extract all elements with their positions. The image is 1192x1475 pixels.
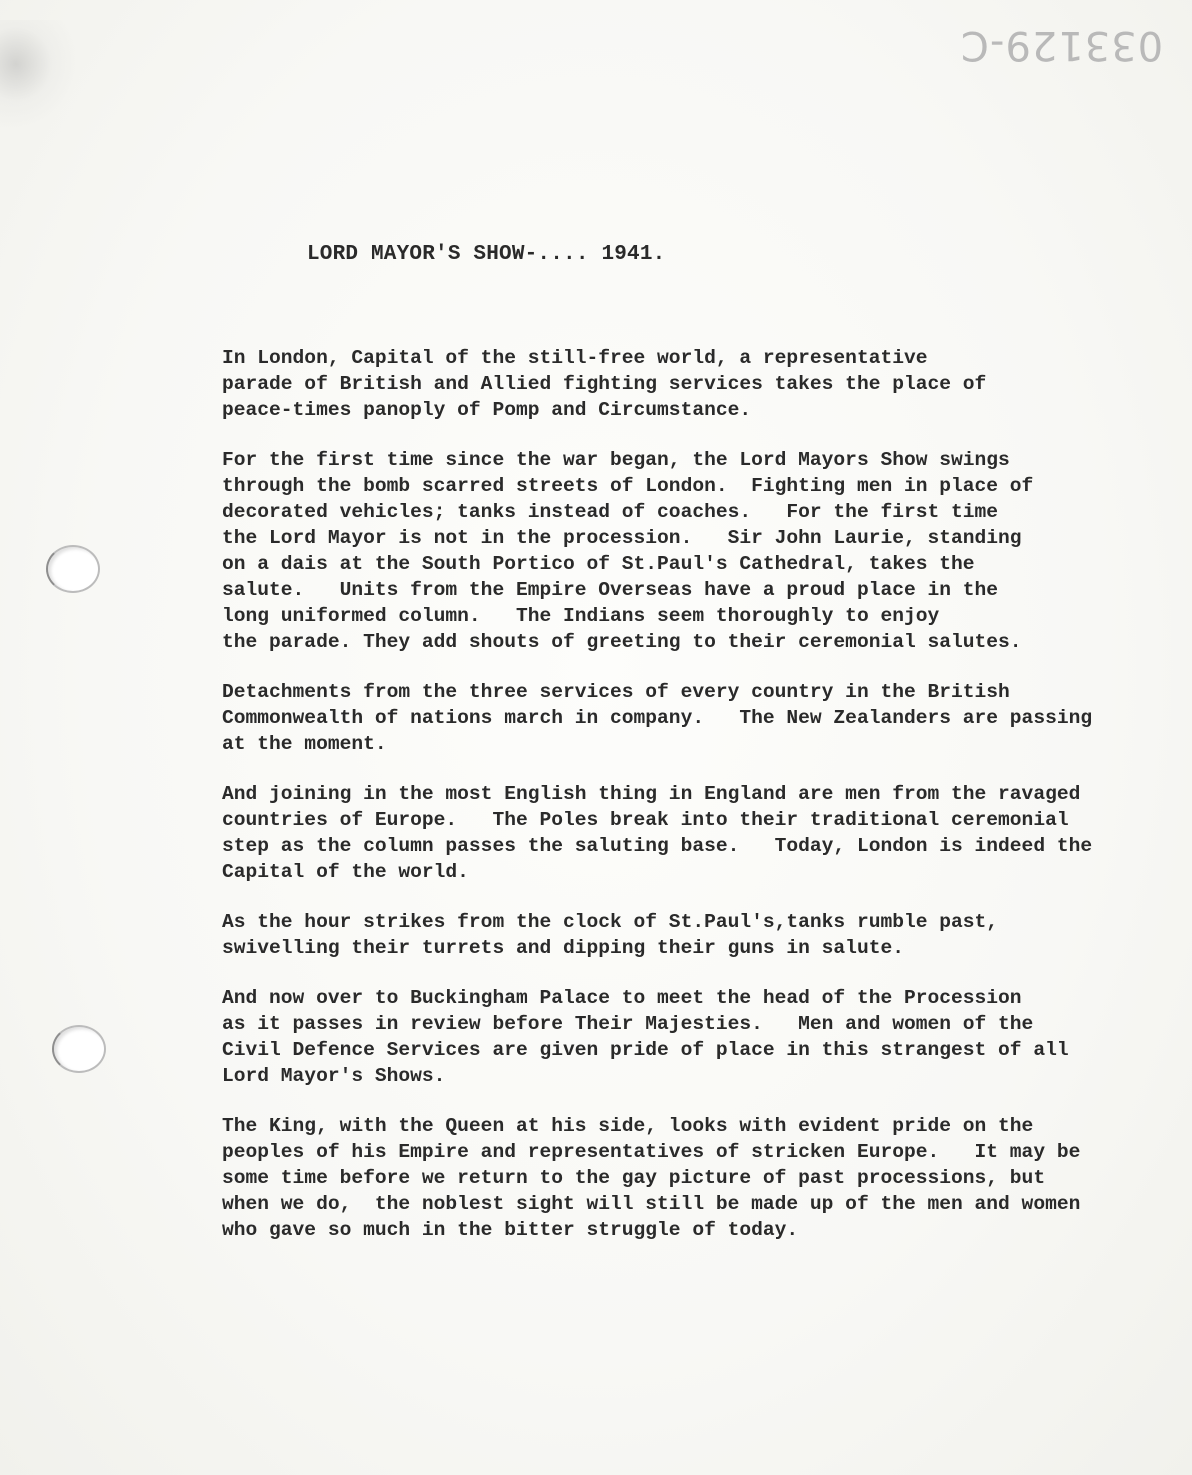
text-line: on a dais at the South Portico of St.Paul's Cathedral, takes the: [222, 553, 975, 575]
text-line: through the bomb scarred streets of London. Fighting men in place of: [222, 475, 1034, 497]
text-line: In London, Capital of the still-free world, a representative: [222, 347, 928, 369]
paragraph: [222, 781, 1162, 885]
text-line: at the moment.: [222, 733, 387, 755]
paragraph: [222, 345, 1162, 423]
text-line: Civil Defence Services are given pride of place in this strangest of all: [222, 1039, 1069, 1061]
text-line: the Lord Mayor is not in the procession. Sir John Laurie, standing: [222, 527, 1022, 549]
paragraph: [222, 909, 1162, 961]
text-line: And now over to Buckingham Palace to meet the head of the Procession: [222, 987, 1022, 1009]
text-line: Detachments from the three services of every country in the British: [222, 681, 1010, 703]
text-line: As the hour strikes from the clock of St.Paul's,tanks rumble past,: [222, 911, 999, 933]
text-line: when we do, the noblest sight will still be made up of the men and women: [222, 1193, 1081, 1215]
text-line: salute. Units from the Empire Overseas have a proud place in the: [222, 579, 999, 601]
paragraph: [222, 679, 1162, 757]
paragraph: [222, 1113, 1162, 1243]
paragraph: [222, 985, 1162, 1089]
text-line: some time before we return to the gay picture of past processions, but: [222, 1167, 1046, 1189]
text-line: the parade. They add shouts of greeting to their ceremonial salutes.: [222, 631, 1022, 653]
text-line: swivelling their turrets and dipping their guns in salute.: [222, 937, 904, 959]
text-line: as it passes in review before Their Majesties. Men and women of the: [222, 1013, 1034, 1035]
text-line: Commonwealth of nations march in company. The New Zealanders are passing: [222, 707, 1093, 729]
punch-hole: [52, 1025, 106, 1073]
text-line: For the first time since the war began, the Lord Mayors Show swings: [222, 449, 1010, 471]
text-line: The King, with the Queen at his side, looks with evident pride on the: [222, 1115, 1034, 1137]
text-line: who gave so much in the bitter struggle of today.: [222, 1219, 799, 1241]
text-line: peoples of his Empire and representatives of stricken Europe. It may be: [222, 1141, 1081, 1163]
paragraph: [222, 447, 1162, 655]
text-line: Capital of the world.: [222, 861, 469, 883]
text-line: Lord Mayor's Shows.: [222, 1065, 446, 1087]
text-line: decorated vehicles; tanks instead of coaches. For the first time: [222, 501, 999, 523]
punch-hole: [46, 545, 100, 593]
document-number: 033129-C: [960, 22, 1164, 68]
text-line: And joining in the most English thing in England are men from the ravaged: [222, 783, 1081, 805]
edge-smudge: [0, 20, 80, 130]
document-body: [222, 345, 1162, 1267]
text-line: step as the column passes the saluting base. Today, London is indeed the: [222, 835, 1093, 857]
text-line: parade of British and Allied fighting services takes the place of: [222, 373, 987, 395]
document-title: LORD MAYOR'S SHOW-.... 1941.: [307, 243, 666, 266]
text-line: long uniformed column. The Indians seem thoroughly to enjoy: [222, 605, 940, 627]
text-line: peace-times panoply of Pomp and Circumstance.: [222, 399, 752, 421]
text-line: countries of Europe. The Poles break into their traditional ceremonial: [222, 809, 1069, 831]
